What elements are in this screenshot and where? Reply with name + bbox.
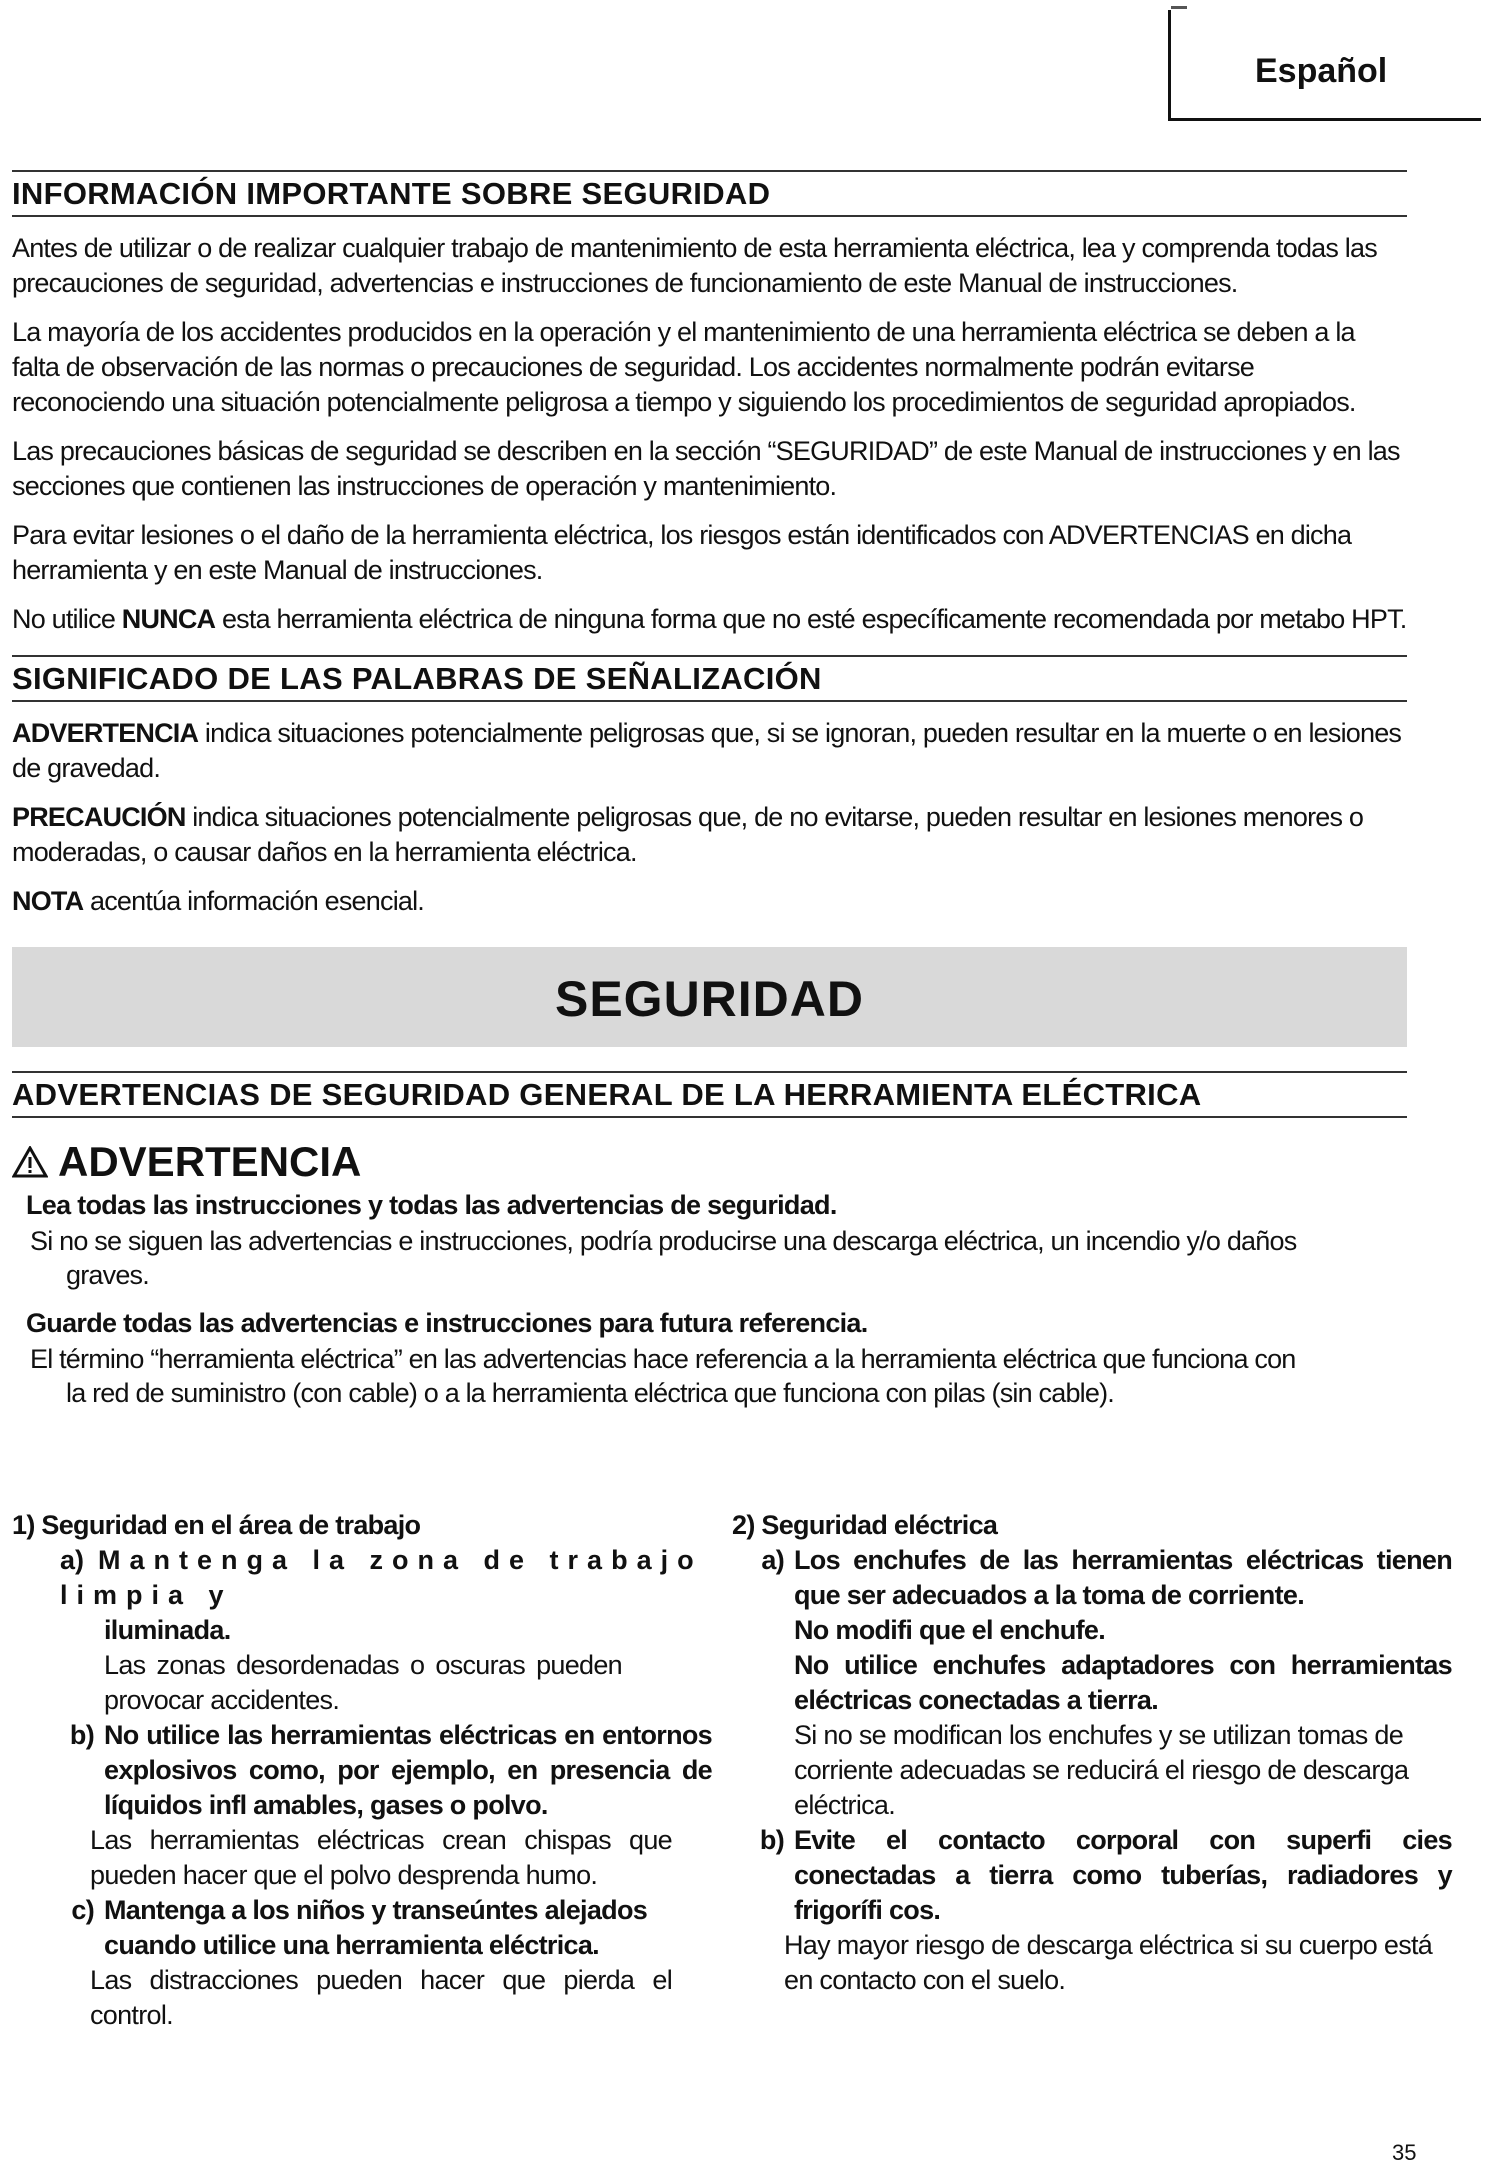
warning-title: ADVERTENCIA (58, 1138, 362, 1185)
work-area-heading: 1) Seguridad en el área de trabajo (12, 1510, 421, 1540)
left-column (12, 1508, 712, 2033)
warning-bold-2: Guarde todas las advertencias e instrucciones para futura referencia. (26, 1308, 868, 1338)
prec-text: indica situaciones potencialmente peligrosas que, de no evitarse, pueden resultar en lesiones menores o moderadas, o causar daños en la herramienta eléctrica. (12, 802, 1364, 867)
left-a-label: a) (60, 1545, 85, 1575)
nota-word: NOTA (12, 886, 84, 916)
right-column (732, 1508, 1492, 1998)
two-column-list (12, 1508, 1482, 2038)
left-a-bold-2: iluminada. (104, 1615, 231, 1645)
left-b-text: Las herramientas eléctricas crean chispas que pueden hacer que el polvo desprenda humo. (90, 1825, 672, 1890)
page-number: 35 (1392, 2140, 1417, 2165)
warning-bold-1: Lea todas las instrucciones y todas las advertencias de seguridad. (26, 1190, 837, 1220)
list-item-a-left (12, 1543, 712, 1718)
language-label: Español (1255, 52, 1388, 90)
right-a-bold-1: Los enchufes de las herramientas eléctricas tienen que ser adecuados a la toma de corriente. (794, 1545, 1452, 1610)
left-b-bold: No utilice las herramientas eléctricas en entornos explosivos como, por ejemplo, en presencia de líquidos infl amables, gases o polvo. (104, 1720, 712, 1820)
tab-marker (1171, 6, 1187, 9)
left-c-label: c) (71, 1895, 94, 1925)
left-a-bold-1: Mantenga la zona de trabajo limpia y (60, 1545, 703, 1610)
warning-text-1b: graves. (66, 1260, 149, 1290)
warning-heading (12, 1138, 1407, 1186)
adv-word: ADVERTENCIA (12, 718, 199, 748)
info-paragraph-4: Para evitar lesiones o el daño de la herramienta eléctrica, los riesgos están identificados con ADVERTENCIAS en dicha herramienta y en este Manual de instrucciones. (12, 520, 1352, 585)
list-item-b-right (732, 1823, 1492, 1998)
left-a-text: Las zonas desordenadas o oscuras pueden provocar accidentes. (104, 1650, 622, 1715)
left-a-bold-line (12, 1543, 712, 1613)
right-a-text: Si no se modifican los enchufes y se utilizan tomas de corriente adecuadas se reducirá el riesgo de descarga eléctrica. (794, 1720, 1409, 1820)
list-item-b-left (12, 1718, 712, 1893)
section-title-signal: SIGNIFICADO DE LAS PALABRAS DE SEÑALIZACIÓN (12, 655, 1407, 702)
info-paragraph-1: Antes de utilizar o de realizar cualquier trabajo de mantenimiento de esta herramienta eléctrica, lea y comprenda todas las precauciones de seguridad, advertencias e instrucciones de funcionamiento de este Manual de instrucciones. (12, 233, 1377, 298)
adv-text: indica situaciones potencialmente peligrosas que, si se ignoran, pueden resultar en la muerte o en lesiones de gravedad. (12, 718, 1402, 783)
signal-nota (12, 884, 1407, 919)
signal-advertencia (12, 716, 1407, 786)
section-title-info: INFORMACIÓN IMPORTANTE SOBRE SEGURIDAD (12, 170, 1407, 217)
left-b-label: b) (69, 1720, 94, 1750)
electrical-safety-heading: 2) Seguridad eléctrica (732, 1510, 998, 1540)
list-item-c-left (12, 1893, 712, 2033)
info-paragraph-3: Las precauciones básicas de seguridad se describen en la sección “SEGURIDAD” de este Manual de instrucciones y en las secciones que contienen las instrucciones de operación y mantenimiento. (12, 436, 1400, 501)
info-paragraph-5 (12, 602, 1407, 637)
right-a-bold-3: No utilice enchufes adaptadores con herramientas eléctricas conectadas a tierra. (794, 1650, 1452, 1715)
warning-text-2 (30, 1342, 1407, 1410)
nota-text: acentúa información esencial. (83, 886, 425, 916)
prec-word: PRECAUCIÓN (12, 802, 186, 832)
right-a-label: a) (761, 1545, 784, 1575)
right-a-bold-2: No modifi que el enchufe. (794, 1615, 1106, 1645)
main-content (12, 170, 1407, 1410)
right-b-text: Hay mayor riesgo de descarga eléctrica si su cuerpo está en contacto con el suelo. (784, 1930, 1433, 1995)
p5-post: esta herramienta eléctrica de ninguna forma que no esté específicamente recomendada por metabo HPT. (215, 604, 1407, 634)
right-b-label: b) (759, 1825, 784, 1855)
right-b-bold: Evite el contacto corporal con superfi cies conectadas a tierra como tuberías, radiadores y frigorífi cos. (794, 1825, 1452, 1925)
left-c-bold: Mantenga a los niños y transeúntes alejados cuando utilice una herramienta eléctrica. (104, 1895, 648, 1960)
p5-bold: NUNCA (121, 604, 216, 634)
p5-pre: No utilice (12, 604, 122, 634)
warning-text-2a: El término “herramienta eléctrica” en las advertencias hace referencia a la herramienta eléctrica que funciona con (30, 1344, 1296, 1374)
language-tab (1168, 10, 1481, 121)
warning-text-1a: Si no se siguen las advertencias e instrucciones, podría producirse una descarga eléctrica, un incendio y/o daños (30, 1226, 1297, 1256)
warning-text-2b: la red de suministro (con cable) o a la herramienta eléctrica que funciona con pilas (sin cable). (66, 1378, 1114, 1408)
warning-triangle-icon (12, 1146, 48, 1178)
seguridad-banner: SEGURIDAD (12, 947, 1407, 1047)
signal-precaucion (12, 800, 1407, 870)
left-c-text: Las distracciones pueden hacer que pierda el control. (90, 1965, 672, 2030)
list-item-a-right (732, 1543, 1492, 1823)
info-paragraph-2: La mayoría de los accidentes producidos en la operación y el mantenimiento de una herramienta eléctrica se deben a la falta de observación de las normas o precauciones de seguridad. Los accidentes normalmente podrán evitarse reconociendo una situación potencialmente peligrosa a tiempo y siguiendo los procedimientos de seguridad apropiados. (12, 317, 1356, 417)
section-title-general: ADVERTENCIAS DE SEGURIDAD GENERAL DE LA HERRAMIENTA ELÉCTRICA (12, 1071, 1407, 1118)
warning-text-1 (30, 1224, 1407, 1292)
